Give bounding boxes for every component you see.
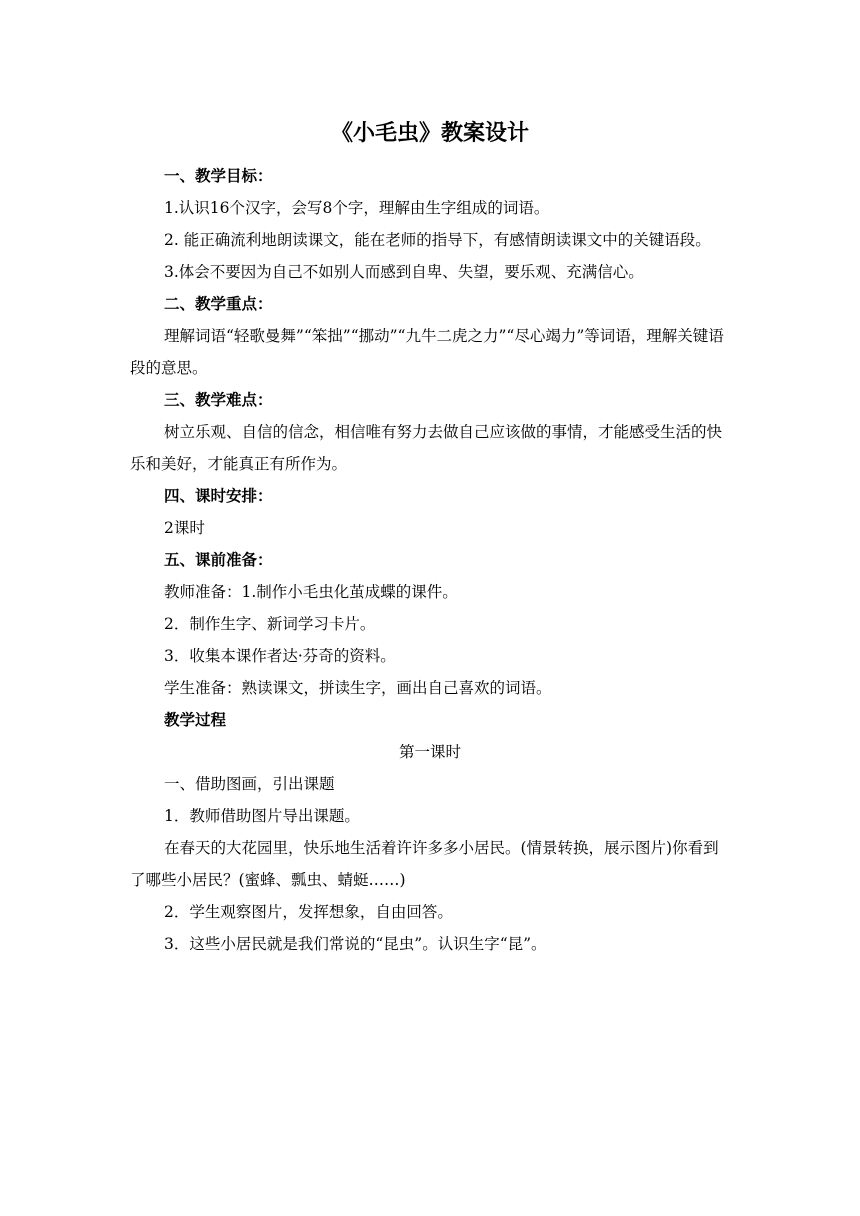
key-points-heading: 二、教学重点： <box>164 295 273 313</box>
goal-item-1: 1.认识16个汉字，会写8个字，理解由生字组成的词语。 <box>164 199 550 217</box>
goal-item-2: 2. 能正确流利地朗读课文，能在老师的指导下，有感情朗读课文中的关键语段。 <box>164 231 711 249</box>
key-points-text: 理解词语“轻歌曼舞”“笨拙”“挪动”“九牛二虎之力”“尽心竭力”等词语，理解关键语段的意思。 <box>130 327 724 377</box>
schedule-heading: 四、课时安排： <box>164 487 273 505</box>
lesson-title: 第一课时 <box>398 743 461 761</box>
document-body <box>130 160 730 960</box>
goal-item-3: 3.体会不要因为自己不如别人而感到自卑、失望，要乐观、充满信心。 <box>164 263 644 281</box>
teacher-prep-3: 3．收集本课作者达·芬奇的资料。 <box>164 647 396 665</box>
step-1-item-2: 2．学生观察图片，发挥想象，自由回答。 <box>164 903 453 921</box>
step-1-item-1: 1．教师借助图片导出课题。 <box>164 807 360 825</box>
difficult-points-text: 树立乐观、自信的信念，相信唯有努力去做自己应该做的事情，才能感受生活的快乐和美好，才能真正有所作为。 <box>130 423 723 473</box>
document-title: 《小毛虫》教案设计 <box>330 121 529 146</box>
step-1-item-3: 3．这些小居民就是我们常说的“昆虫”。认识生字“昆”。 <box>164 935 547 953</box>
step-1-text: 在春天的大花园里，快乐地生活着许许多多小居民。(情景转换，展示图片)你看到了哪些小居民？(蜜蜂、瓢虫、蜻蜓……) <box>130 839 719 889</box>
teacher-prep-2: 2．制作生字、新词学习卡片。 <box>164 615 376 633</box>
difficult-points-heading: 三、教学难点： <box>164 391 273 409</box>
teacher-prep-1: 教师准备：1.制作小毛虫化茧成蝶的课件。 <box>164 583 458 601</box>
preparation-heading: 五、课前准备： <box>164 551 273 569</box>
teaching-process-heading: 教学过程 <box>164 711 227 729</box>
step-1-heading: 一、借助图画，引出课题 <box>164 775 335 793</box>
goals-heading: 一、教学目标： <box>164 167 273 185</box>
schedule-text: 2课时 <box>164 519 205 537</box>
student-prep: 学生准备：熟读课文，拼读生字，画出自己喜欢的词语。 <box>164 679 552 697</box>
